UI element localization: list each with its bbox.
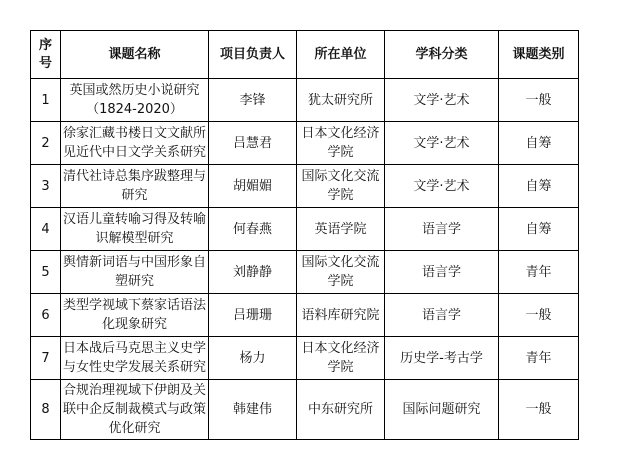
- cell-lead: 韩建伟: [209, 380, 297, 440]
- header-unit: 所在单位: [297, 31, 385, 79]
- cell-no: 7: [31, 337, 61, 380]
- cell-category: 一般: [499, 294, 579, 337]
- table-row: [31, 380, 579, 440]
- cell-lead: 胡媚媚: [209, 165, 297, 208]
- cell-unit: 语料库研究院: [297, 294, 385, 337]
- table-row: [31, 122, 579, 165]
- cell-category: 青年: [499, 337, 579, 380]
- table-row: [31, 337, 579, 380]
- cell-unit: 英语学院: [297, 208, 385, 251]
- cell-field: 文学·艺术: [385, 165, 499, 208]
- cell-title: 日本战后马克思主义史学与女性史学发展关系研究: [61, 337, 209, 380]
- table-row: [31, 79, 579, 122]
- header-field: 学科分类: [385, 31, 499, 79]
- cell-title: 徐家汇藏书楼日文文献所见近代中日文学关系研究: [61, 122, 209, 165]
- cell-unit: 国际文化交流学院: [297, 165, 385, 208]
- cell-lead: 何春燕: [209, 208, 297, 251]
- cell-no: 3: [31, 165, 61, 208]
- cell-title: 清代社诗总集序跋整理与研究: [61, 165, 209, 208]
- cell-field: 文学·艺术: [385, 122, 499, 165]
- table-row: [31, 294, 579, 337]
- cell-title: 英国或然历史小说研究（1824-2020）: [61, 79, 209, 122]
- cell-no: 8: [31, 380, 61, 440]
- cell-field: 语言学: [385, 294, 499, 337]
- table-row: [31, 208, 579, 251]
- cell-title: 汉语儿童转喻习得及转喻识解模型研究: [61, 208, 209, 251]
- cell-category: 自筹: [499, 208, 579, 251]
- cell-no: 2: [31, 122, 61, 165]
- project-list-table-container: [30, 30, 579, 440]
- cell-category: 自筹: [499, 165, 579, 208]
- cell-no: 4: [31, 208, 61, 251]
- header-category: 课题类别: [499, 31, 579, 79]
- header-title: 课题名称: [61, 31, 209, 79]
- cell-lead: 吕慧君: [209, 122, 297, 165]
- cell-field: 文学·艺术: [385, 79, 499, 122]
- cell-lead: 刘静静: [209, 251, 297, 294]
- cell-unit: 犹太研究所: [297, 79, 385, 122]
- cell-unit: 国际文化交流学院: [297, 251, 385, 294]
- cell-field: 国际问题研究: [385, 380, 499, 440]
- cell-category: 青年: [499, 251, 579, 294]
- cell-title: 合规治理视域下伊朗及关联中企反制裁模式与政策优化研究: [61, 380, 209, 440]
- cell-no: 1: [31, 79, 61, 122]
- cell-no: 6: [31, 294, 61, 337]
- cell-field: 语言学: [385, 251, 499, 294]
- cell-title: 类型学视域下蔡家话语法化现象研究: [61, 294, 209, 337]
- cell-category: 自筹: [499, 122, 579, 165]
- cell-category: 一般: [499, 79, 579, 122]
- header-lead: 项目负责人: [209, 31, 297, 79]
- cell-unit: 日本文化经济学院: [297, 122, 385, 165]
- cell-unit: 日本文化经济学院: [297, 337, 385, 380]
- table-row: [31, 165, 579, 208]
- table-row: [31, 251, 579, 294]
- cell-field: 语言学: [385, 208, 499, 251]
- header-no: 序号: [31, 31, 61, 79]
- cell-unit: 中东研究所: [297, 380, 385, 440]
- cell-title: 舆情新词语与中国形象自塑研究: [61, 251, 209, 294]
- cell-lead: 李锋: [209, 79, 297, 122]
- cell-lead: 杨力: [209, 337, 297, 380]
- cell-category: 一般: [499, 380, 579, 440]
- cell-lead: 吕珊珊: [209, 294, 297, 337]
- table-header-row: [31, 31, 579, 79]
- cell-no: 5: [31, 251, 61, 294]
- cell-field: 历史学-考古学: [385, 337, 499, 380]
- project-list-table: [30, 30, 579, 440]
